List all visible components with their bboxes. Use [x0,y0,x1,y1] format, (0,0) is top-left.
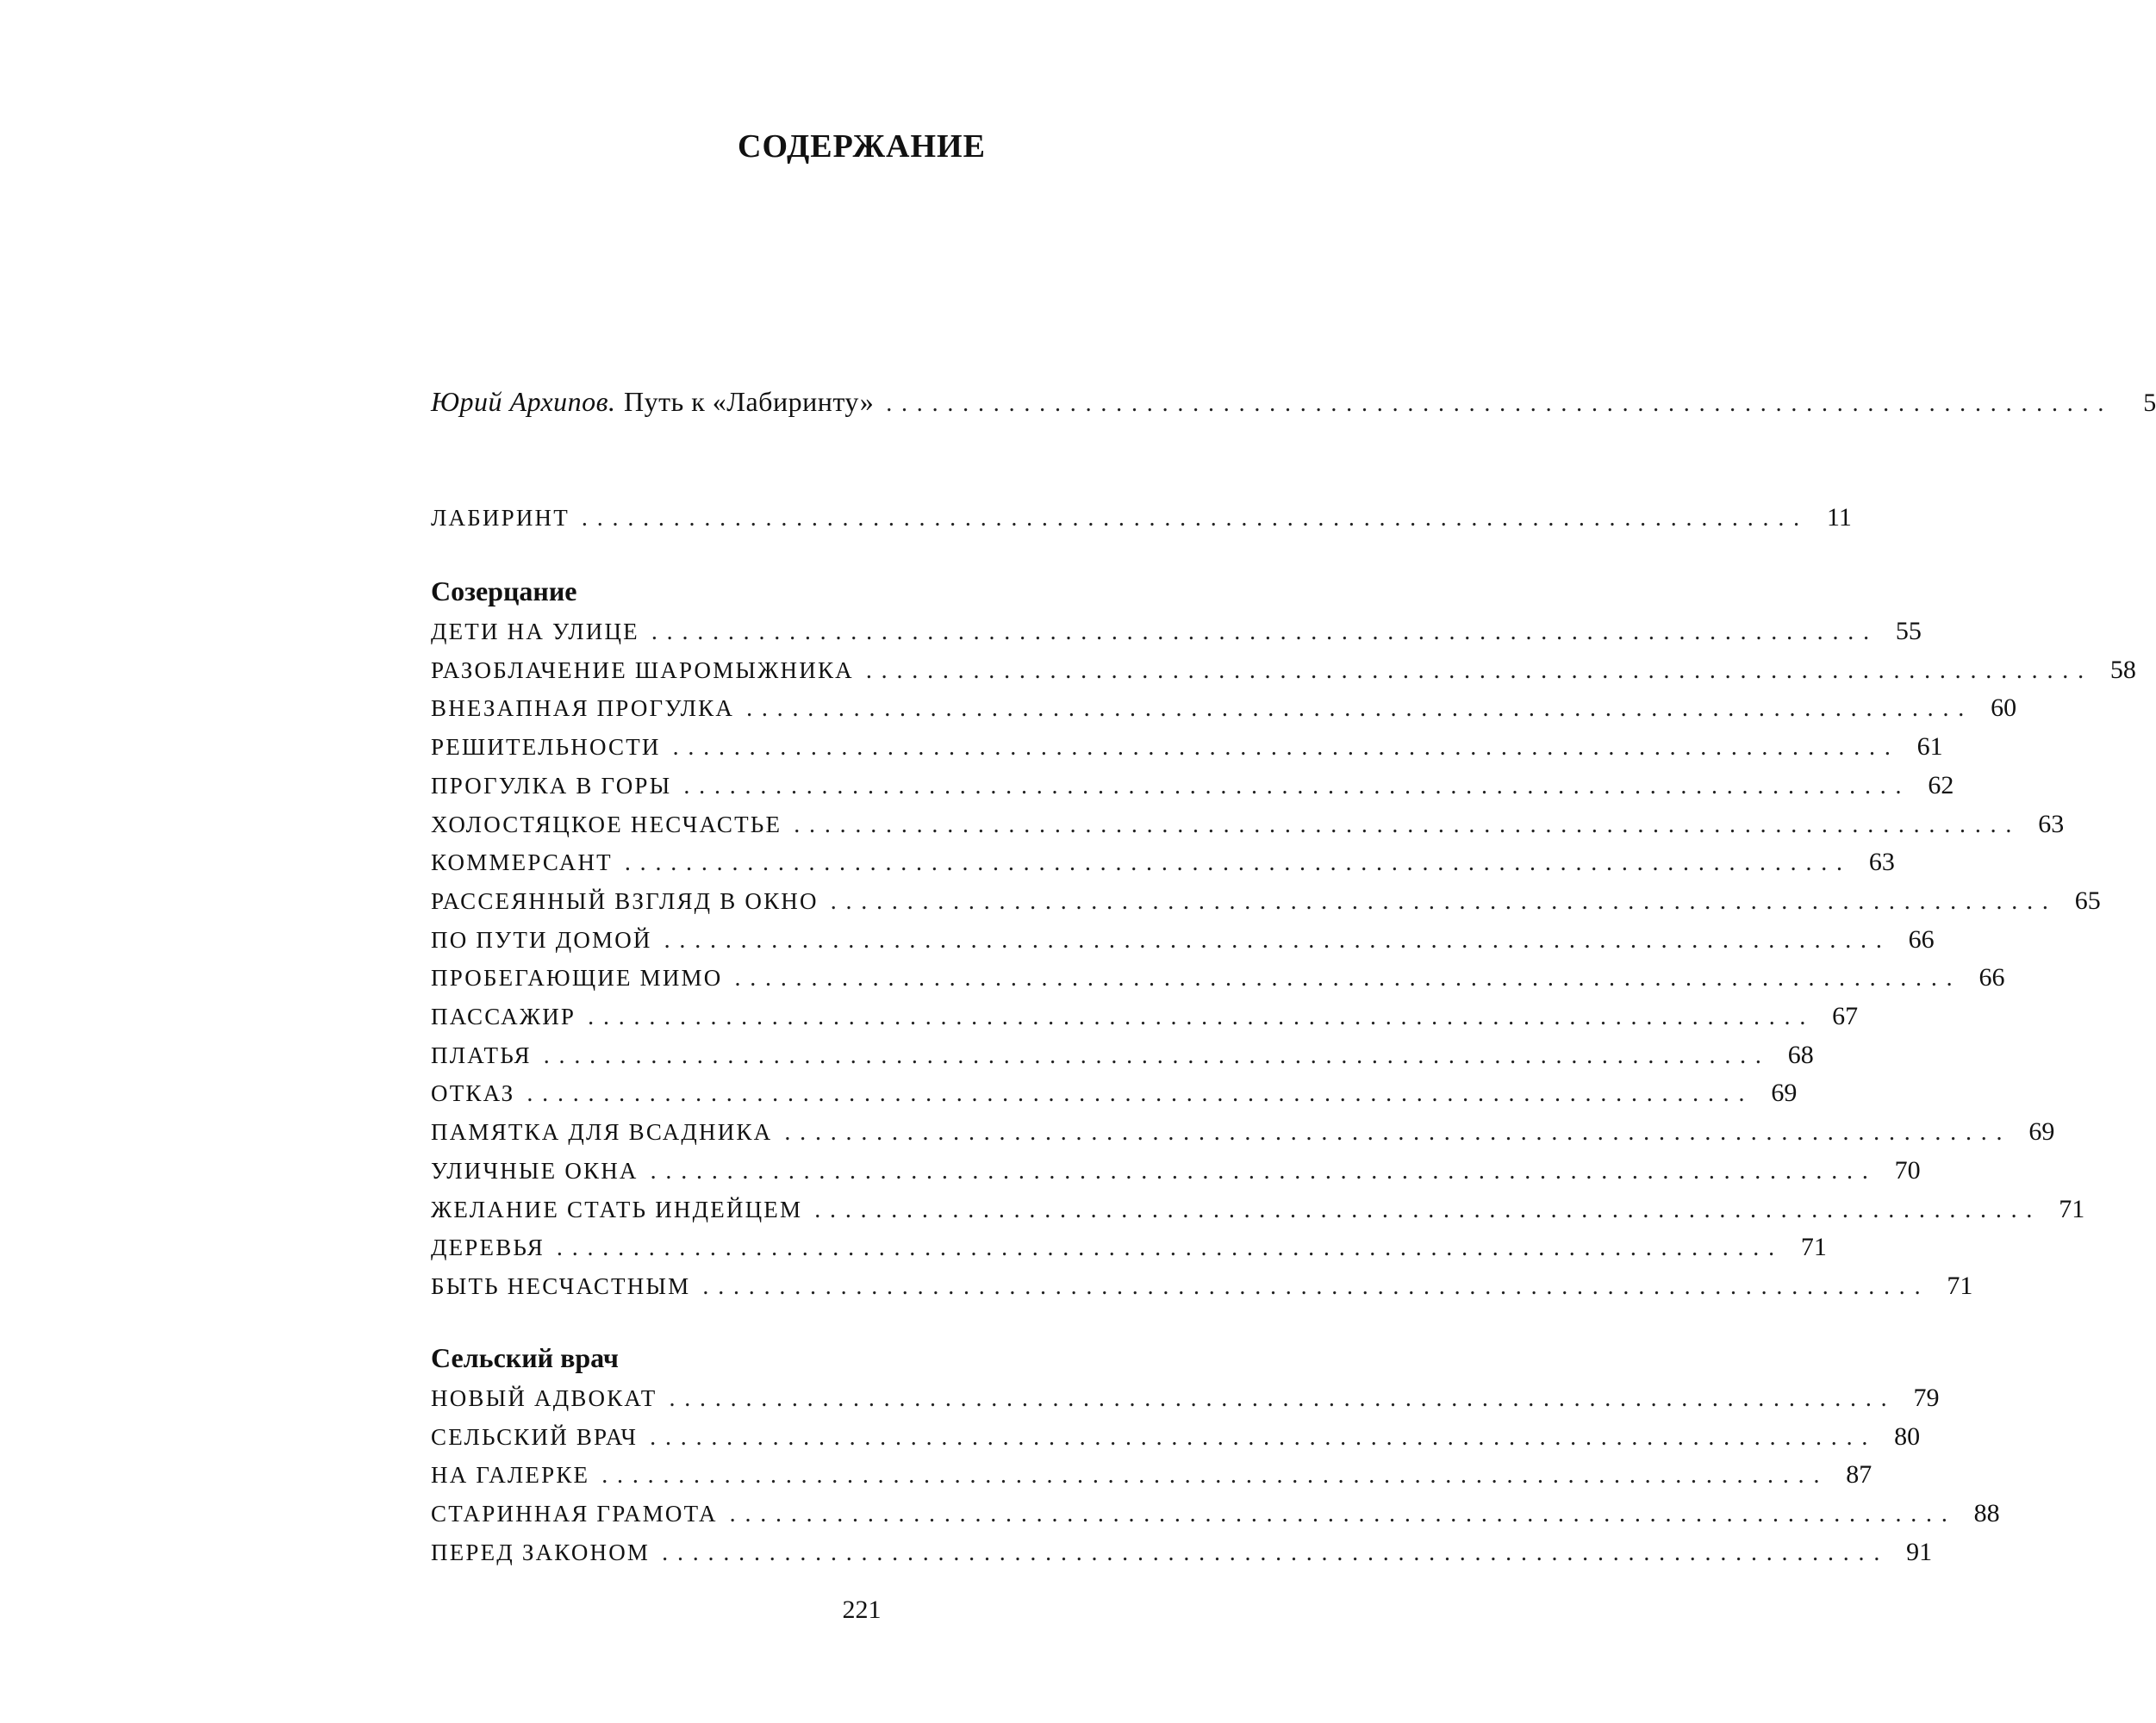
toc-entry-label: БЫТЬ НЕСЧАСТНЫМ [431,1272,691,1299]
leader-dots: ................................................................................ [588,1004,1816,1030]
toc-entry-label: СЕЛЬСКИЙ ВРАЧ [431,1423,639,1450]
toc-page-number: 71 [2059,1194,2085,1223]
toc-entry [431,617,1922,655]
toc-page-number: 71 [1947,1271,1973,1300]
leader-dots: ................................................................................ [734,965,1962,992]
toc-entry [431,1117,2055,1155]
toc-entry-label: УЛИЧНЫЕ ОКНА [431,1157,639,1184]
leader-dots: ................................................................................ [650,1423,1878,1451]
leader-dots: ................................................................................ [746,695,1974,723]
leader-dots: ................................................................................ [702,1272,1930,1300]
toc-entry [431,1233,1827,1271]
toc-entry [431,1384,1940,1421]
leader-dots: ................................................................................ [664,926,1891,954]
toc-entry [431,886,2101,924]
toc-page-number: 87 [1846,1460,1872,1490]
toc-entry-label: КОММЕРСАНТ [431,849,613,876]
toc-entry [431,732,1943,770]
leader-dots: ................................................................................ [814,1196,2042,1223]
toc-entry [431,1079,1798,1117]
toc-entry [431,809,2065,848]
toc-entry [431,694,2017,731]
toc-entry [431,1421,1921,1460]
toc-entry-label: НА ГАЛЕРКЕ [431,1462,590,1489]
toc-entry [431,1002,1859,1040]
toc-page-number: 80 [1894,1421,1921,1451]
toc-entry-label: НОВЫЙ АДВОКАТ [431,1385,657,1411]
leader-dots: ................................................................................ [527,1080,1754,1108]
preface-title: Путь к «Лабиринту» [624,386,875,417]
toc-entry [431,655,2136,694]
toc-page-number: 11 [1827,503,1852,532]
toc-entry [431,770,1954,809]
toc-page-number: 69 [1771,1079,1798,1108]
toc-page-number: 60 [1991,694,2017,723]
section-heading: Сельский врач [431,1342,619,1373]
leader-dots: ................................................................................ [672,734,1900,762]
leader-dots: ................................................................................ [865,656,2093,684]
leader-dots: ................................................................................ [556,1235,1784,1262]
toc-entry-label: ДЕТИ НА УЛИЦЕ [431,619,639,644]
toc-page-number: 62 [1928,770,1954,799]
toc-entry [431,1155,1921,1194]
toc-page-number: 79 [1913,1384,1940,1412]
toc-entry-label: ПО ПУТИ ДОМОЙ [431,926,652,953]
page-number-footer: 221 [842,1595,882,1624]
toc-entry [431,1271,1973,1309]
page-title: СОДЕРЖАНИЕ [738,128,986,165]
toc-entry-label: ПАССАЖИР [431,1004,576,1029]
toc-page-number: 63 [1868,848,1895,877]
toc-entry-label: РАССЕЯННЫЙ ВЗГЛЯД В ОКНО [431,887,819,914]
toc-entry-label: ЛАБИРИНТ [431,505,570,531]
toc-entry-label: СТАРИННАЯ ГРАМОТА [431,1501,718,1527]
leader-dots: ................................................................................ [662,1539,1890,1566]
toc-page-number: 67 [1832,1002,1859,1030]
preface-author: Юрий Архипов. [431,386,616,417]
toc-entry [431,848,1895,886]
toc-entry-label: РАЗОБЛАЧЕНИЕ ШАРОМЫЖНИКА [431,656,854,683]
toc-page-number: 63 [2038,809,2065,838]
toc-entry-label: ПАМЯТКА ДЛЯ ВСАДНИКА [431,1119,773,1146]
leader-dots: ................................................................................ [581,505,1809,532]
toc-entry [431,1460,1872,1498]
toc-entry-label [431,386,886,418]
leader-dots: ................................................................................ [650,1157,1878,1185]
toc-entry [431,1537,1933,1576]
toc-entry [431,1499,2000,1537]
toc-page-number: 65 [2074,886,2101,915]
toc-entry-label: ЖЕЛАНИЕ СТАТЬ ИНДЕЙЦЕМ [431,1196,803,1222]
toc-entry-label: ХОЛОСТЯЦКОЕ НЕСЧАСТЬЕ [431,811,782,837]
toc-entry [431,1194,2085,1233]
toc-entry-main [431,503,1852,541]
toc-page-number: 58 [2109,655,2136,684]
toc-entry-preface [431,386,2156,424]
toc-page-number: 66 [1978,963,2005,992]
toc-page-number: 91 [1906,1537,1933,1566]
toc-page-number: 88 [1973,1499,2000,1528]
toc-page-number: 69 [2028,1117,2055,1147]
toc-page-number: 68 [1787,1040,1814,1069]
toc-entry-label: ВНЕЗАПНАЯ ПРОГУЛКА [431,695,735,722]
toc-entry-label: ПЕРЕД ЗАКОНОМ [431,1539,651,1565]
toc-entry [431,924,1935,963]
leader-dots: ................................................................................ [784,1119,2012,1147]
toc-entry-label: ОТКАЗ [431,1080,515,1107]
toc-page-number: 71 [1800,1233,1827,1262]
leader-dots: ................................................................................ [886,390,2114,417]
leader-dots: ................................................................................ [729,1501,1957,1528]
toc-entry-label: ПЛАТЬЯ [431,1042,532,1068]
toc-entry [431,963,2005,1001]
leader-dots: ................................................................................ [683,772,1911,799]
leader-dots: ................................................................................ [794,811,2022,838]
leader-dots: ................................................................................ [543,1042,1771,1069]
toc-page-number: 70 [1894,1155,1921,1185]
toc-entry-label: РЕШИТЕЛЬНОСТИ [431,734,661,761]
toc-page-number: 55 [1895,617,1922,645]
toc-entry-label: ПРОБЕГАЮЩИЕ МИМО [431,965,723,992]
leader-dots: ................................................................................ [651,619,1879,645]
toc-page-number: 61 [1916,732,1943,762]
toc-page-number: 5 [2143,389,2156,417]
toc-page-number: 66 [1908,924,1935,954]
toc-entry-label: ДЕРЕВЬЯ [431,1235,545,1261]
leader-dots: ................................................................................ [624,849,1852,877]
leader-dots: ................................................................................ [669,1385,1897,1412]
toc-entry [431,1040,1814,1079]
toc-entry-label: ПРОГУЛКА В ГОРЫ [431,772,672,799]
section-heading: Созерцание [431,575,577,606]
leader-dots: ................................................................................ [830,887,2058,915]
leader-dots: ................................................................................ [601,1462,1829,1490]
